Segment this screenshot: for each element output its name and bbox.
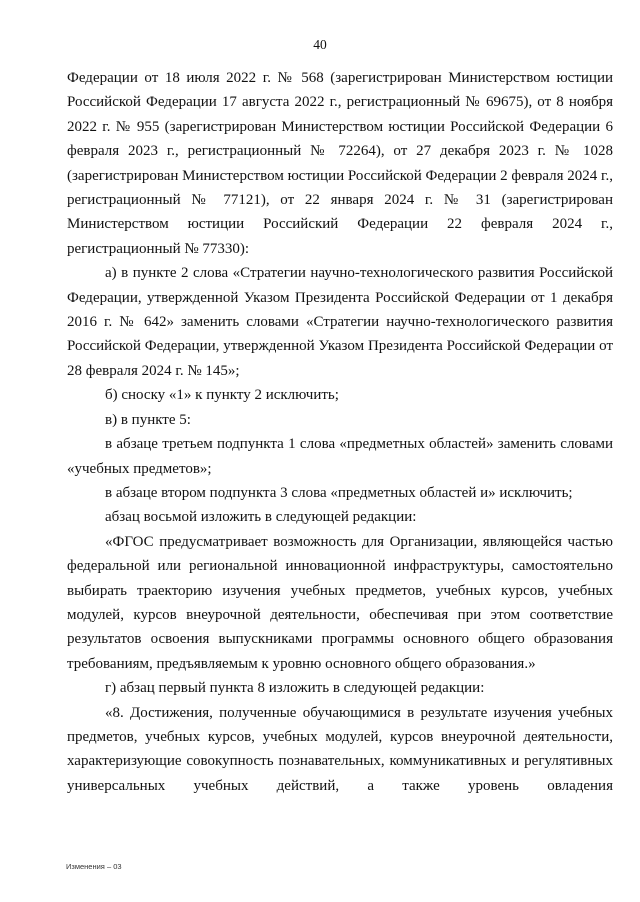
- paragraph-sub-1: в абзаце третьем подпункта 1 слова «предметных областей» заменить словами «учебных предметов»;: [67, 436, 613, 477]
- paragraph-sub-3: абзац восьмой изложить в следующей редакции:: [105, 509, 417, 526]
- paragraph-point-8-quote: «8. Достижения, полученные обучающимися в результате изучения учебных предметов, учебных курсов, учебных модулей, курсов внеурочной деятельности, характеризующие совокупность познавательных, коммуникативных и регулятивных универсальных учебных действий, а также уровень овладения: [67, 704, 613, 794]
- paragraph-item-a: а) в пункте 2 слова «Стратегии научно-технологического развития Российской Федерации, утвержденной Указом Президента Российской Федерации от 1 декабря 2016 г. № 642» заменить словами «Стратегии научно-технологического развития Российской Федерации, утвержденной Указом Президента Российской Федерации от 28 февраля 2024 г. № 145»;: [67, 265, 613, 379]
- paragraph-fgos-quote: «ФГОС предусматривает возможность для Организации, являющейся частью федеральной или региональной инновационной инфраструктуры, самостоятельно выбирать траекторию изучения учебных предметов, учебных курсов, учебных модулей, курсов внеурочной деятельности, обеспечивая при этом соответствие результатов освоения выпускниками программы основного общего образования требованиям, предъявляемым к уровню основного общего образования.»: [67, 533, 613, 672]
- paragraph-continuation: Федерации от 18 июля 2022 г. № 568 (зарегистрирован Министерством юстиции Российской Федерации 17 августа 2022 г., регистрационный № 69675), от 8 ноября 2022 г. № 955 (зарегистрирован Министерством юстиции Российской Федерации 6 февраля 2023 г., регистрационный № 72264), от 27 декабря 2023 г. № 1028 (зарегистрирован Министерством юстиции Российской Федерации 2 февраля 2024 г., регистрационный № 77121), от 22 января 2024 г. № 31 (зарегистрирован Министерством юстиции Российский Федерации 22 февраля 2024 г., регистрационный № 77330):: [67, 70, 613, 257]
- paragraph-item-b: б) сноску «1» к пункту 2 исключить;: [105, 387, 339, 404]
- page-number: 40: [313, 37, 327, 52]
- paragraph-item-v: в) в пункте 5:: [105, 411, 191, 428]
- paragraph-sub-2: в абзаце втором подпункта 3 слова «предметных областей и» исключить;: [105, 484, 573, 501]
- footer-note: Изменения – 03: [66, 862, 122, 871]
- paragraph-item-g: г) абзац первый пункта 8 изложить в следующей редакции:: [105, 680, 485, 697]
- document-body: [67, 66, 613, 798]
